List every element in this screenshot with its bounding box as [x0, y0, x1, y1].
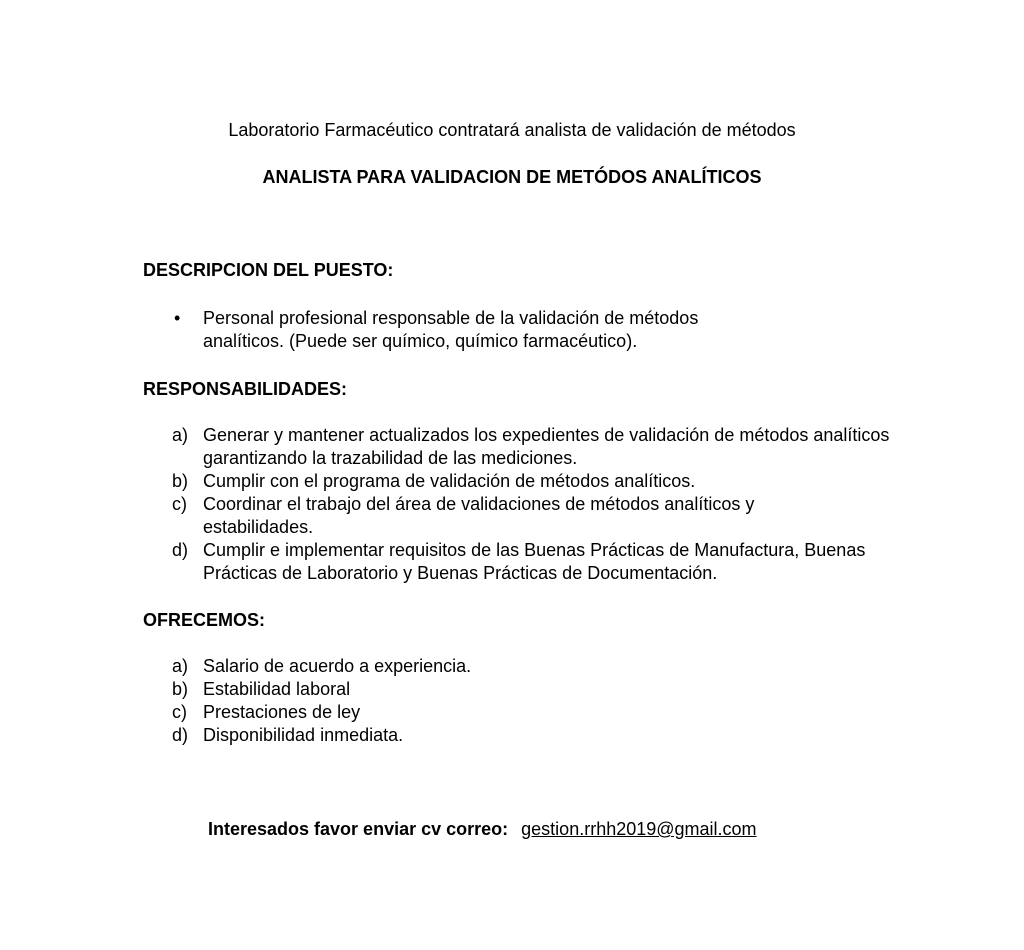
list-marker: b) [172, 471, 189, 491]
bullet-marker: • [174, 308, 181, 328]
job-title: ANALISTA PARA VALIDACION DE METÓDOS ANALÍTICOS [262, 167, 762, 187]
offer-text: Salario de acuerdo a experiencia. [203, 656, 472, 676]
list-marker: c) [172, 494, 187, 514]
list-marker: b) [172, 679, 189, 699]
responsibility-item [172, 493, 863, 539]
responsibility-item [172, 424, 892, 470]
responsibility-item [172, 539, 892, 585]
offer-text: Disponibilidad inmediata. [203, 725, 404, 745]
list-marker: c) [172, 702, 187, 722]
offer-item [172, 655, 892, 678]
responsibility-text: Generar y mantener actualizados los expedientes de validación de métodos analíticos garantizando la trazabilidad de las mediciones. [203, 425, 890, 468]
offer-text: Estabilidad laboral [203, 679, 351, 699]
list-marker: d) [172, 725, 189, 745]
description-item-text: Personal profesional responsable de la validación de métodos analíticos. (Puede ser químico, químico farmacéutico). [203, 308, 699, 351]
offer-item [172, 678, 892, 701]
list-marker: a) [172, 656, 189, 676]
offers-list [172, 655, 892, 747]
responsibility-text: Cumplir e implementar requisitos de las Buenas Prácticas de Manufactura, Buenas Prácticas de Laboratorio y Buenas Prácticas de Documentación. [203, 540, 866, 583]
responsibilities-heading: RESPONSABILIDADES: [143, 379, 348, 399]
responsibility-text: Coordinar el trabajo del área de validaciones de métodos analíticos y estabilidades. [203, 494, 755, 537]
contact-email-link[interactable]: gestion.rrhh2019@gmail.com [521, 819, 757, 839]
offer-item [172, 701, 892, 724]
contact-line [208, 818, 757, 841]
responsibility-item [172, 470, 892, 493]
responsibility-text: Cumplir con el programa de validación de métodos analíticos. [203, 471, 696, 491]
contact-label: Interesados favor enviar cv correo: [208, 819, 509, 839]
responsibilities-list [172, 424, 892, 585]
list-marker: a) [172, 425, 189, 445]
description-list [172, 307, 772, 353]
list-marker: d) [172, 540, 189, 560]
offer-item [172, 724, 892, 747]
description-item [172, 307, 772, 353]
description-heading: DESCRIPCION DEL PUESTO: [143, 260, 394, 280]
offer-text: Prestaciones de ley [203, 702, 361, 722]
offers-heading: OFRECEMOS: [143, 610, 266, 630]
intro-line: Laboratorio Farmacéutico contratará analista de validación de métodos [228, 120, 796, 140]
